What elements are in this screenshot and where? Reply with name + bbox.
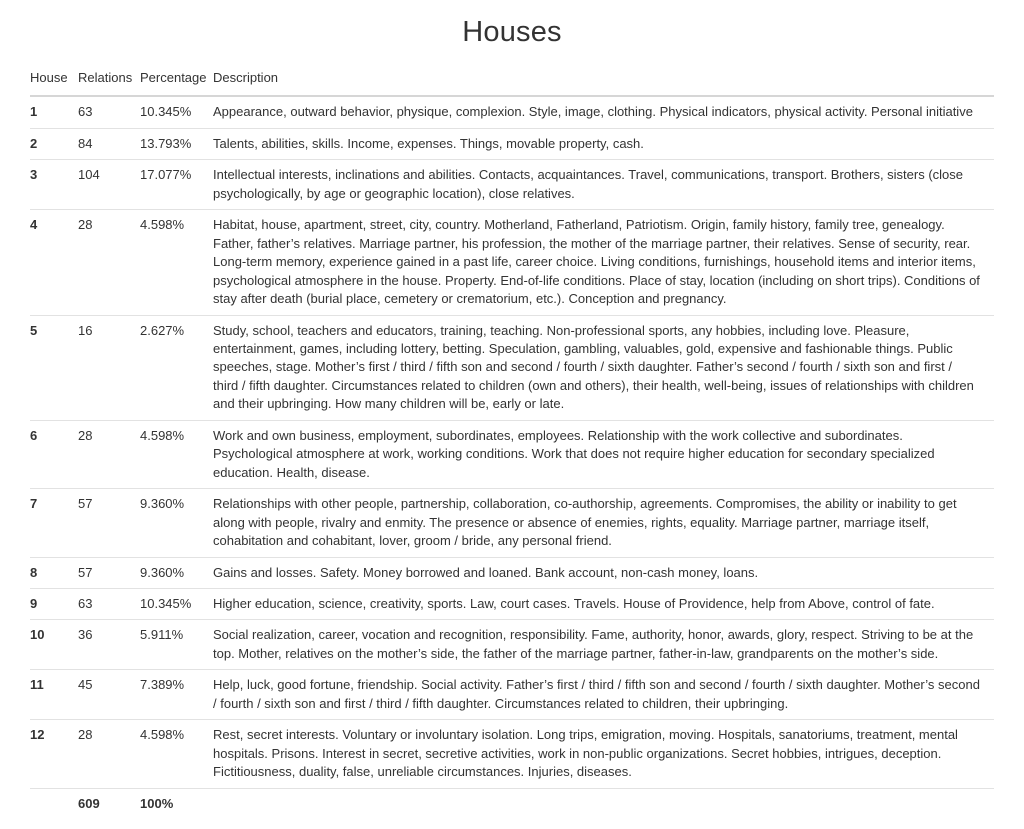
house-cell: 8 [30, 557, 78, 588]
table-row [30, 96, 994, 128]
relations-cell: 45 [78, 670, 140, 720]
house-cell: 10 [30, 620, 78, 670]
description-cell: Help, luck, good fortune, friendship. Social activity. Father’s first / third / fifth son and second / fourth / sixth daughter. Mother’s second / fourth / sixth son and first / third / fifth daughter. Circumstances related to children, their upbringing. [213, 670, 994, 720]
percentage-cell: 9.360% [140, 489, 213, 557]
percentage-cell: 13.793% [140, 128, 213, 159]
total-relations-cell: 609 [78, 788, 140, 819]
description-cell: Gains and losses. Safety. Money borrowed and loaned. Bank account, non-cash money, loans. [213, 557, 994, 588]
relations-cell: 57 [78, 489, 140, 557]
house-cell: 3 [30, 160, 78, 210]
description-cell: Higher education, science, creativity, sports. Law, court cases. Travels. House of Providence, help from Above, control of fate. [213, 588, 994, 619]
description-cell: Social realization, career, vocation and recognition, responsibility. Fame, authority, honor, awards, glory, respect. Striving to be at the top. Mother, relatives on the mother’s side, the father of the marriage partner, father-in-law, grandparents on the mother’s side. [213, 620, 994, 670]
description-cell: Appearance, outward behavior, physique, complexion. Style, image, clothing. Physical indicators, physical activity. Personal initiative [213, 104, 973, 120]
relations-cell: 36 [78, 620, 140, 670]
relations-cell: 28 [78, 720, 140, 788]
house-cell: 2 [30, 128, 78, 159]
table-row [30, 489, 994, 557]
table-total-row [30, 788, 994, 819]
relations-cell: 57 [78, 557, 140, 588]
table-row [30, 620, 994, 670]
page-title: Houses [462, 16, 562, 48]
relations-cell: 84 [78, 128, 140, 159]
table-row [30, 315, 994, 420]
house-cell: 7 [30, 489, 78, 557]
column-header-house: House [30, 65, 78, 96]
house-cell: 6 [30, 420, 78, 488]
total-percentage-cell: 100% [140, 788, 213, 819]
table-row [30, 720, 994, 788]
table-body [30, 96, 994, 788]
percentage-cell: 9.360% [140, 557, 213, 588]
house-cell: 4 [30, 210, 78, 315]
table-row [30, 128, 994, 159]
column-header-percentage: Percentage [140, 65, 213, 96]
percentage-cell: 7.389% [140, 670, 213, 720]
house-cell: 11 [30, 670, 78, 720]
percentage-cell: 4.598% [140, 420, 213, 488]
table-row [30, 210, 994, 315]
column-header-description: Description [213, 65, 994, 96]
total-description-cell [213, 788, 994, 819]
relations-cell: 28 [78, 420, 140, 488]
relations-cell: 16 [78, 315, 140, 420]
table-row [30, 557, 994, 588]
description-cell: Rest, secret interests. Voluntary or involuntary isolation. Long trips, emigration, moving. Hospitals, sanatoriums, treatment, mental hospitals. Prisons. Interest in secret, secretive activities, work in non-public organizations. Secret hobbies, intrigues, deception. Fictitiousness, duality, false, unreliable circumstances. Injuries, diseases. [213, 720, 994, 788]
houses-table [30, 65, 994, 819]
relations-cell: 104 [78, 160, 140, 210]
total-house-cell [30, 788, 78, 819]
percentage-cell: 10.345% [140, 588, 213, 619]
table-row [30, 160, 994, 210]
table-header [30, 65, 994, 96]
table-header-row [30, 65, 994, 96]
house-cell: 1 [30, 104, 38, 120]
percentage-cell: 17.077% [140, 160, 213, 210]
percentage-cell: 4.598% [140, 720, 213, 788]
relations-cell: 28 [78, 210, 140, 315]
house-cell: 12 [30, 720, 78, 788]
percentage-cell: 4.598% [140, 210, 213, 315]
house-cell: 5 [30, 315, 78, 420]
description-cell: Study, school, teachers and educators, training, teaching. Non-professional sports, any hobbies, including love. Pleasure, entertainment, games, including lottery, betting. Speculation, gambling, valuables, gold, expensive and fashionable things. Public speeches, stage. Mother’s first / third / fifth son and second / fourth / sixth daughter. Father’s second / fourth / sixth son and first / third / fifth daughter. Circumstances related to children (own and others), their health, well-being, issues of relationships with children and their upbringing. How many children will be, early or late. [213, 315, 994, 420]
table-row [30, 420, 994, 488]
relations-cell: 63 [78, 104, 93, 120]
description-cell: Habitat, house, apartment, street, city, country. Motherland, Fatherland, Patriotism. Origin, family history, family tree, genealogy. Father, father’s relatives. Marriage partner, his profession, the mother of the marriage partner, their relatives. Sense of security, rear. Long-term memory, experience gained in a past life, career choice. Living conditions, furnishings, household items and interior items, psychological atmosphere in the house. Property. End-of-life conditions. Place of stay, location (including on short trips). Conditions of stay after death (burial place, cemetery or crematorium, etc.). Conception and pregnancy. [213, 210, 994, 315]
table-row [30, 670, 994, 720]
table-row [30, 588, 994, 619]
column-header-relations: Relations [78, 65, 140, 96]
house-cell: 9 [30, 588, 78, 619]
percentage-cell: 5.911% [140, 620, 213, 670]
percentage-cell: 2.627% [140, 315, 213, 420]
description-cell: Relationships with other people, partnership, collaboration, co-authorship, agreements. Compromises, the ability or inability to get along with people, rivalry and enmity. The presence or absence of enemies, rights, equality. Marriage partner, marriage itself, cohabitation and cohabitant, lover, groom / bride, any personal friend. [213, 489, 994, 557]
description-cell: Work and own business, employment, subordinates, employees. Relationship with the work collective and subordinates. Psychological atmosphere at work, working conditions. Work that does not require higher education for secondary specialized education. Health, disease. [213, 420, 994, 488]
relations-cell: 63 [78, 588, 140, 619]
description-cell: Talents, abilities, skills. Income, expenses. Things, movable property, cash. [213, 128, 994, 159]
percentage-cell: 10.345% [140, 104, 192, 120]
table-footer [30, 788, 994, 819]
description-cell: Intellectual interests, inclinations and abilities. Contacts, acquaintances. Travel, communications, transport. Brothers, sisters (close psychologically, by age or geographic location), close relatives. [213, 160, 994, 210]
